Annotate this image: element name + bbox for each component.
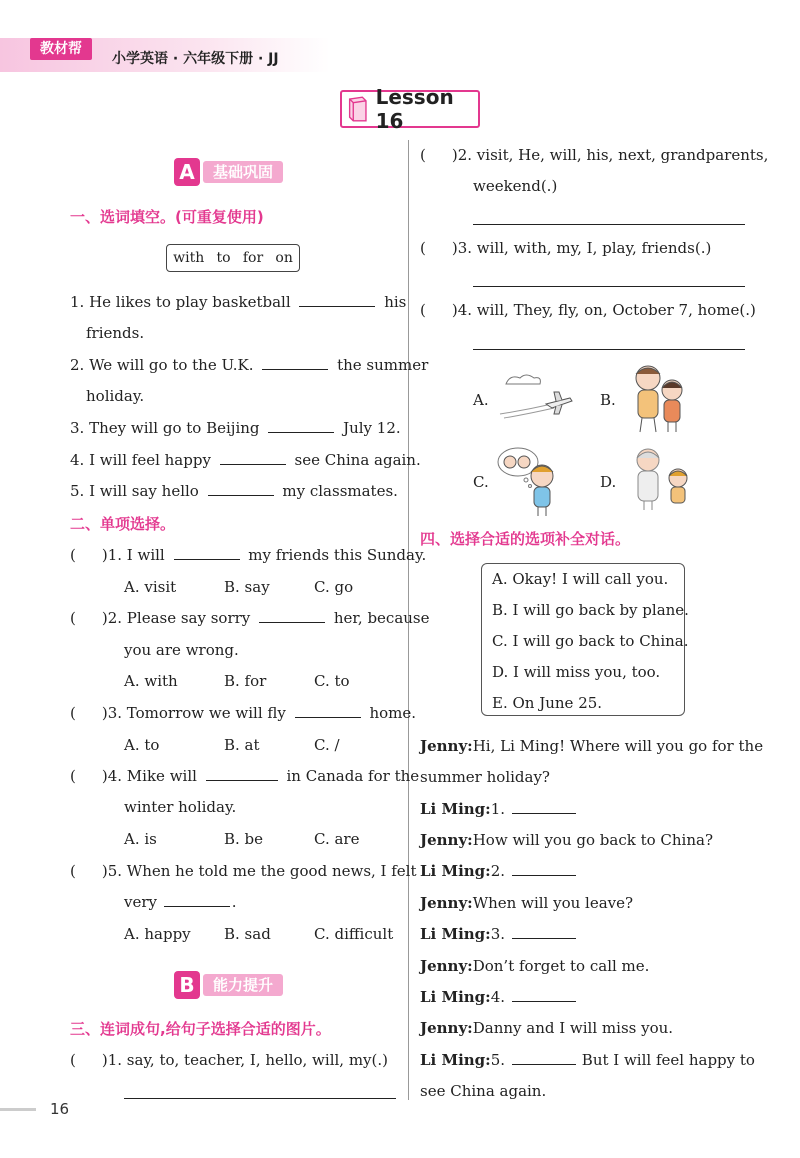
sentence-words: 3. will, with, my, I, play, friends(.) bbox=[457, 239, 712, 257]
sentence-item-2: ( )2. visit, He, will, his, next, grandparents, bbox=[420, 146, 769, 164]
mc-question-4 bbox=[70, 766, 419, 786]
mc-option-c[interactable]: C. difficult bbox=[314, 925, 394, 943]
answer-line[interactable] bbox=[124, 1098, 396, 1099]
book-brand-tag: 教材帮 bbox=[30, 38, 92, 60]
mc-question-4-cont: winter holiday. bbox=[124, 798, 237, 816]
greeting-teacher-picture bbox=[622, 360, 694, 436]
answer-blank[interactable] bbox=[208, 482, 274, 496]
section-a-name: 基础巩固 bbox=[203, 161, 283, 183]
fill-item-text: 1. He likes to play basketball bbox=[70, 293, 291, 311]
fill-item-text: July 12. bbox=[343, 419, 401, 437]
dialogue-line-2 bbox=[420, 799, 576, 819]
dialogue-text: When will you leave? bbox=[472, 894, 634, 912]
answer-paren-close: ) bbox=[101, 704, 108, 722]
mc-option-a[interactable]: A. visit bbox=[124, 578, 177, 596]
mc-option-b[interactable]: B. say bbox=[224, 578, 270, 596]
lesson-title-box bbox=[340, 85, 480, 133]
mc-stem: 4. Mike will bbox=[107, 767, 197, 785]
mc-option-b[interactable]: B. at bbox=[224, 736, 260, 754]
grandparents-picture bbox=[626, 446, 698, 512]
fill-item-4 bbox=[70, 450, 421, 470]
dialogue-text: 3. bbox=[490, 925, 506, 943]
answer-paren-open: ( bbox=[70, 704, 76, 722]
mc-option-a[interactable]: A. happy bbox=[124, 925, 191, 943]
answer-line[interactable] bbox=[473, 349, 745, 350]
dialogue-text: But I will feel happy to bbox=[581, 1051, 755, 1069]
mc-option-b[interactable]: B. be bbox=[224, 830, 264, 848]
dialogue-option: B. I will go back by plane. bbox=[492, 601, 689, 619]
mc-option-c[interactable]: C. to bbox=[314, 672, 350, 690]
answer-blank[interactable] bbox=[512, 988, 576, 1002]
speaker-name: Li Ming: bbox=[420, 862, 491, 880]
fill-item-text: 5. I will say hello bbox=[70, 482, 199, 500]
speaker-name: Jenny: bbox=[420, 737, 473, 755]
dialogue-text: Hi, Li Ming! Where will you go for the bbox=[472, 737, 764, 755]
speaker-name: Jenny: bbox=[420, 1019, 473, 1037]
answer-line[interactable] bbox=[473, 286, 745, 287]
answer-blank[interactable] bbox=[512, 1051, 576, 1065]
speaker-name: Li Ming: bbox=[420, 988, 491, 1006]
dialogue-text: Danny and I will miss you. bbox=[472, 1019, 674, 1037]
mc-option-b[interactable]: B. for bbox=[224, 672, 267, 690]
answer-paren-open: ( bbox=[70, 609, 76, 627]
sentence-item-2-cont: weekend(.) bbox=[473, 177, 558, 195]
answer-paren-close: ) bbox=[101, 609, 108, 627]
footer-bar bbox=[0, 1108, 36, 1111]
section-a-badge bbox=[174, 157, 283, 187]
dialogue-text: 1. bbox=[490, 800, 506, 818]
lesson-title: Lesson 16 bbox=[375, 85, 454, 133]
answer-blank bbox=[206, 767, 278, 781]
dialogue-text: 5. bbox=[490, 1051, 506, 1069]
dialogue-option: C. I will go back to China. bbox=[492, 632, 689, 650]
mc-question-1 bbox=[70, 545, 426, 565]
part2-heading: 二、单项选择。 bbox=[70, 515, 176, 533]
sentence-item-1: ( )1. say, to, teacher, I, hello, will, my(.) bbox=[70, 1051, 388, 1069]
fill-item-text: 4. I will feel happy bbox=[70, 451, 211, 469]
fill-item-2-cont: holiday. bbox=[86, 387, 145, 405]
answer-blank bbox=[164, 893, 230, 907]
mc-stem: . bbox=[231, 893, 237, 911]
answer-paren-open: ( bbox=[70, 862, 76, 880]
speaker-name: Li Ming: bbox=[420, 800, 491, 818]
mc-question-2 bbox=[70, 608, 430, 628]
dialogue-line-4 bbox=[420, 861, 576, 881]
dialogue-option: A. Okay! I will call you. bbox=[492, 570, 669, 588]
picture-label-a: A. bbox=[473, 391, 489, 409]
book-title: 小学英语 · 六年级下册 · JJ bbox=[112, 51, 279, 67]
mc-question-5 bbox=[70, 861, 417, 881]
answer-paren-close: ) bbox=[101, 862, 108, 880]
page-number: 16 bbox=[50, 1100, 70, 1118]
dialogue-text: Don’t forget to call me. bbox=[472, 957, 650, 975]
dialogue-text: 4. bbox=[490, 988, 506, 1006]
fill-item-1 bbox=[70, 292, 406, 312]
fill-item-2 bbox=[70, 355, 428, 375]
mc-stem: home. bbox=[369, 704, 416, 722]
mc-stem: 1. I will bbox=[107, 546, 165, 564]
answer-paren-open: ( bbox=[70, 546, 76, 564]
boy-thinking-picture bbox=[496, 446, 562, 518]
answer-paren-close: ) bbox=[101, 767, 108, 785]
dialogue-line-9 bbox=[420, 1018, 673, 1038]
answer-line[interactable] bbox=[473, 224, 745, 225]
section-b-name: 能力提升 bbox=[203, 974, 283, 996]
mc-stem: her, because bbox=[333, 609, 430, 627]
fill-item-text: 2. We will go to the U.K. bbox=[70, 356, 254, 374]
answer-blank[interactable] bbox=[299, 293, 375, 307]
word-bank-item: to bbox=[216, 250, 231, 266]
mc-option-a[interactable]: A. to bbox=[124, 736, 160, 754]
mc-stem: 2. Please say sorry bbox=[107, 609, 251, 627]
dialogue-option: D. I will miss you, too. bbox=[492, 663, 661, 681]
section-b-letter: B bbox=[174, 971, 200, 999]
dialogue-text: 2. bbox=[490, 862, 506, 880]
mc-option-a[interactable]: A. with bbox=[124, 672, 178, 690]
picture-label-d: D. bbox=[600, 473, 617, 491]
dialogue-line-8 bbox=[420, 987, 576, 1007]
mc-stem: 3. Tomorrow we will fly bbox=[107, 704, 286, 722]
mc-question-3 bbox=[70, 703, 416, 723]
dialogue-line-3 bbox=[420, 830, 713, 850]
fill-item-text: his bbox=[384, 293, 407, 311]
book-icon bbox=[346, 94, 370, 124]
answer-blank bbox=[295, 704, 361, 718]
dialogue-line-7 bbox=[420, 956, 649, 976]
answer-blank[interactable] bbox=[220, 451, 286, 465]
dialogue-text: How will you go back to China? bbox=[472, 831, 713, 849]
section-a-letter: A bbox=[174, 158, 200, 186]
answer-blank[interactable] bbox=[512, 862, 576, 876]
sentence-words: 4. will, They, fly, on, October 7, home(.) bbox=[457, 301, 756, 319]
answer-blank[interactable] bbox=[512, 800, 576, 814]
speaker-name: Li Ming: bbox=[420, 925, 491, 943]
mc-stem: in Canada for the bbox=[286, 767, 420, 785]
dialogue-line-10 bbox=[420, 1050, 755, 1070]
answer-blank[interactable] bbox=[262, 356, 328, 370]
mc-question-2-cont: you are wrong. bbox=[124, 641, 239, 659]
sentence-item-4: ( )4. will, They, fly, on, October 7, home(.) bbox=[420, 301, 756, 319]
answer-blank bbox=[174, 546, 240, 560]
mc-option-c[interactable]: C. go bbox=[314, 578, 354, 596]
sentence-words: 2. visit, He, will, his, next, grandparents, bbox=[457, 146, 769, 164]
section-b-badge bbox=[174, 970, 283, 1000]
dialogue-options-box bbox=[481, 563, 689, 716]
picture-label-c: C. bbox=[473, 473, 489, 491]
dialogue-line-5 bbox=[420, 893, 633, 913]
sentence-words: 1. say, to, teacher, I, hello, will, my(.) bbox=[107, 1051, 388, 1069]
speaker-name: Li Ming: bbox=[420, 1051, 491, 1069]
fill-item-3 bbox=[70, 418, 401, 438]
mc-stem: very bbox=[124, 893, 157, 911]
speaker-name: Jenny: bbox=[420, 957, 473, 975]
word-bank bbox=[166, 244, 300, 272]
fill-item-1-cont: friends. bbox=[86, 324, 145, 342]
mc-option-a[interactable]: A. is bbox=[124, 830, 157, 848]
mc-stem: my friends this Sunday. bbox=[248, 546, 427, 564]
mc-option-c[interactable]: C. are bbox=[314, 830, 360, 848]
fill-item-5 bbox=[70, 481, 398, 501]
mc-question-5-cont bbox=[124, 892, 237, 912]
word-bank-item: on bbox=[275, 250, 293, 266]
fill-item-text: 3. They will go to Beijing bbox=[70, 419, 260, 437]
dialogue-option: E. On June 25. bbox=[492, 694, 603, 712]
speaker-name: Jenny: bbox=[420, 831, 473, 849]
answer-blank bbox=[259, 609, 325, 623]
picture-label-b: B. bbox=[600, 391, 616, 409]
answer-blank[interactable] bbox=[512, 925, 576, 939]
speaker-name: Jenny: bbox=[420, 894, 473, 912]
dialogue-line-1-cont: summer holiday? bbox=[420, 768, 550, 786]
word-bank-item: with bbox=[173, 250, 205, 266]
mc-stem: 5. When he told me the good news, I felt bbox=[107, 862, 417, 880]
dialogue-line-10-cont: see China again. bbox=[420, 1082, 547, 1100]
part3-heading: 三、连词成句,给句子选择合适的图片。 bbox=[70, 1020, 331, 1038]
mc-option-b[interactable]: B. sad bbox=[224, 925, 271, 943]
airplane-picture bbox=[496, 370, 576, 426]
part4-heading: 四、选择合适的选项补全对话。 bbox=[420, 530, 631, 548]
mc-option-c[interactable]: C. / bbox=[314, 736, 340, 754]
sentence-item-3: ( )3. will, with, my, I, play, friends(.) bbox=[420, 239, 712, 257]
answer-paren-open: ( bbox=[70, 767, 76, 785]
fill-item-text: see China again. bbox=[294, 451, 421, 469]
answer-paren-close: ) bbox=[101, 546, 108, 564]
part1-heading: 一、选词填空。(可重复使用) bbox=[70, 208, 264, 226]
word-bank-item: for bbox=[242, 250, 264, 266]
fill-item-text: the summer bbox=[337, 356, 429, 374]
dialogue-line-1 bbox=[420, 736, 763, 756]
answer-blank[interactable] bbox=[268, 419, 334, 433]
fill-item-text: my classmates. bbox=[282, 482, 398, 500]
dialogue-line-6 bbox=[420, 924, 576, 944]
